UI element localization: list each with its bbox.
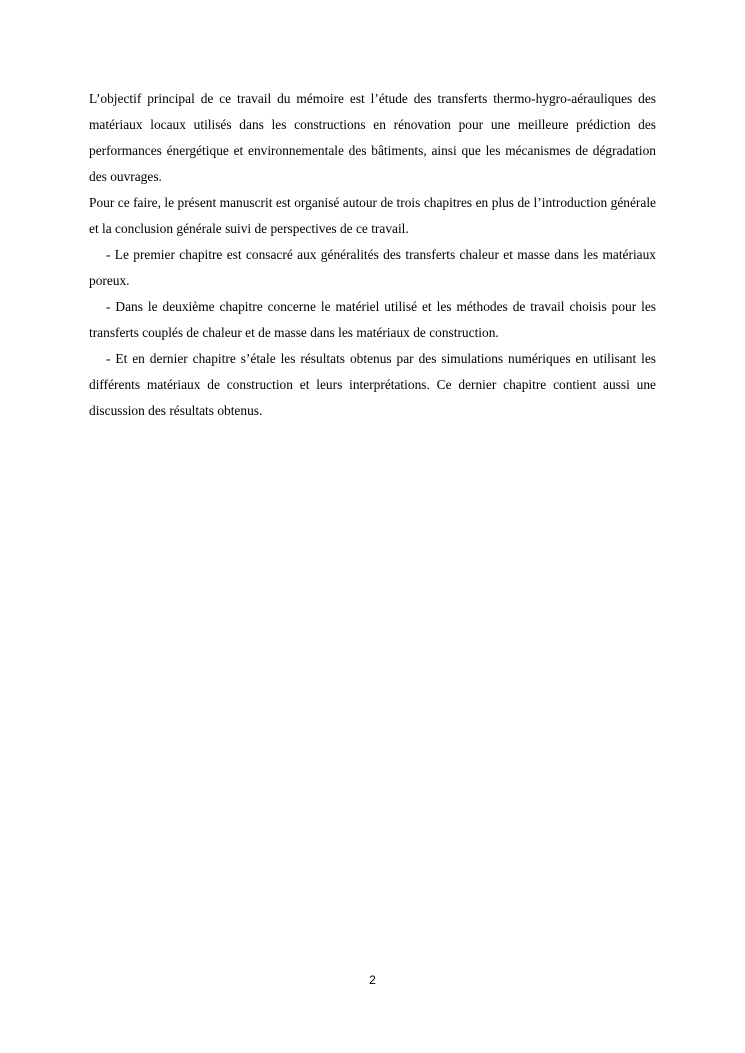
list-item-chapter-1: - Le premier chapitre est consacré aux généralités des transferts chaleur et masse dans les matériaux poreux.	[89, 247, 656, 288]
body-text	[89, 86, 656, 424]
paragraph-objective: L’objectif principal de ce travail du mémoire est l’étude des transferts thermo-hygro-aérauliques des matériaux locaux utilisés dans les constructions en rénovation pour une meilleure prédiction des performances énergétique et environnementale des bâtiments, ainsi que les mécanismes de dégradation des ouvrages.	[89, 91, 656, 184]
list-item-chapter-3: - Et en dernier chapitre s’étale les résultats obtenus par des simulations numériques en utilisant les différents matériaux de construction et leurs interprétations. Ce dernier chapitre contient aussi une discussion des résultats obtenus.	[89, 351, 656, 418]
page-number: 2	[369, 973, 376, 987]
list-item-chapter-2: - Dans le deuxième chapitre concerne le matériel utilisé et les méthodes de travail choisis pour les transferts couplés de chaleur et de masse dans les matériaux de construction.	[89, 299, 656, 340]
paragraph-organization: Pour ce faire, le présent manuscrit est organisé autour de trois chapitres en plus de l’introduction générale et la conclusion générale suivi de perspectives de ce travail.	[89, 195, 656, 236]
